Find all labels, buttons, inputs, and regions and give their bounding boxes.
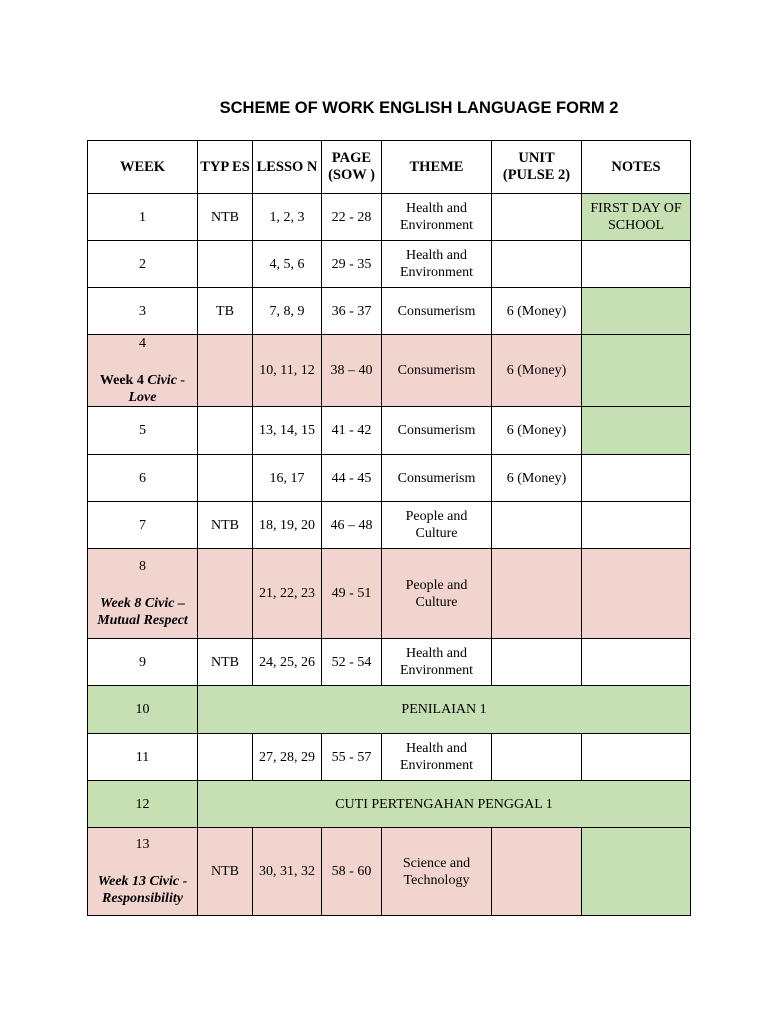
lesson-cell: 16, 17 [253, 455, 322, 502]
lesson-cell: 4, 5, 6 [253, 241, 322, 288]
header-lesson: LESSO N [253, 141, 322, 194]
types-cell [198, 734, 253, 781]
week-cell: 9 [88, 639, 198, 686]
table-row [88, 335, 691, 407]
week-cell [88, 549, 198, 639]
lesson-cell: 7, 8, 9 [253, 288, 322, 335]
week-cell: 7 [88, 502, 198, 549]
notes-cell [582, 335, 691, 407]
page-cell: 49 - 51 [322, 549, 382, 639]
unit-cell [492, 639, 582, 686]
unit-cell: 6 (Money) [492, 407, 582, 455]
table-row [88, 194, 691, 241]
week-cell: 11 [88, 734, 198, 781]
notes-cell [582, 734, 691, 781]
notes-cell [582, 241, 691, 288]
lesson-cell: 27, 28, 29 [253, 734, 322, 781]
notes-cell [582, 288, 691, 335]
header-row [88, 141, 691, 194]
header-week: WEEK [88, 141, 198, 194]
notes-cell [582, 549, 691, 639]
theme-cell: Health and Environment [382, 241, 492, 288]
week-cell: 2 [88, 241, 198, 288]
week-cell [88, 828, 198, 916]
week-cell: 1 [88, 194, 198, 241]
event-cell: CUTI PERTENGAHAN PENGGAL 1 [198, 781, 691, 828]
page-cell: 44 - 45 [322, 455, 382, 502]
table-row [88, 639, 691, 686]
notes-cell [582, 455, 691, 502]
page-cell: 46 – 48 [322, 502, 382, 549]
types-cell [198, 455, 253, 502]
notes-cell [582, 407, 691, 455]
theme-cell: Health and Environment [382, 734, 492, 781]
table-row [88, 734, 691, 781]
page-cell: 58 - 60 [322, 828, 382, 916]
page-title: SCHEME OF WORK ENGLISH LANGUAGE FORM 2 [219, 99, 619, 117]
page-cell: 29 - 35 [322, 241, 382, 288]
table-row [88, 828, 691, 916]
types-cell: NTB [198, 194, 253, 241]
unit-cell: 6 (Money) [492, 288, 582, 335]
theme-cell: Consumerism [382, 407, 492, 455]
types-cell: NTB [198, 639, 253, 686]
week-cell [88, 335, 198, 407]
week-number: 8 [139, 559, 146, 574]
civic-label: Week 13 Civic - Responsibility [97, 874, 188, 906]
lesson-cell: 30, 31, 32 [253, 828, 322, 916]
types-cell: NTB [198, 502, 253, 549]
header-notes: NOTES [582, 141, 691, 194]
table-row [88, 502, 691, 549]
lesson-cell: 13, 14, 15 [253, 407, 322, 455]
types-cell [198, 335, 253, 407]
header-page: PAGE (SOW ) [322, 141, 382, 194]
lesson-cell: 1, 2, 3 [253, 194, 322, 241]
civic-label-rest: - Love [128, 373, 186, 405]
theme-cell: People and Culture [382, 549, 492, 639]
page-cell: 38 – 40 [322, 335, 382, 407]
unit-cell [492, 828, 582, 916]
theme-cell: Consumerism [382, 455, 492, 502]
lesson-cell: 18, 19, 20 [253, 502, 322, 549]
unit-cell [492, 241, 582, 288]
table-row [88, 549, 691, 639]
week-number: 13 [135, 837, 150, 852]
unit-cell [492, 194, 582, 241]
civic-label: Week 8 Civic – Mutual Respect [97, 596, 188, 628]
theme-cell: Health and Environment [382, 639, 492, 686]
page-cell: 52 - 54 [322, 639, 382, 686]
unit-cell: 6 (Money) [492, 455, 582, 502]
page-cell: 41 - 42 [322, 407, 382, 455]
page-cell: 22 - 28 [322, 194, 382, 241]
week-cell: 5 [88, 407, 198, 455]
lesson-cell: 21, 22, 23 [253, 549, 322, 639]
event-cell: PENILAIAN 1 [198, 686, 691, 734]
types-cell: NTB [198, 828, 253, 916]
week-cell: 10 [88, 686, 198, 734]
theme-cell: Consumerism [382, 335, 492, 407]
lesson-cell: 10, 11, 12 [253, 335, 322, 407]
theme-cell: Science and Technology [382, 828, 492, 916]
notes-cell [582, 639, 691, 686]
notes-cell [582, 502, 691, 549]
types-cell [198, 241, 253, 288]
scheme-of-work-table [87, 140, 691, 916]
civic-label-prefix: Week 4 [99, 373, 148, 388]
week-cell: 3 [88, 288, 198, 335]
table-row [88, 241, 691, 288]
lesson-cell: 24, 25, 26 [253, 639, 322, 686]
civic-label-word: Civic [147, 373, 177, 388]
header-unit: UNIT (PULSE 2) [492, 141, 582, 194]
unit-cell [492, 502, 582, 549]
page-cell: 55 - 57 [322, 734, 382, 781]
civic-label [90, 372, 195, 406]
unit-cell [492, 734, 582, 781]
header-types: TYP ES [198, 141, 253, 194]
table-row [88, 781, 691, 828]
week-cell: 12 [88, 781, 198, 828]
notes-cell [582, 828, 691, 916]
week-number: 4 [139, 336, 146, 351]
types-cell [198, 549, 253, 639]
table-row [88, 455, 691, 502]
theme-cell: People and Culture [382, 502, 492, 549]
table-row [88, 288, 691, 335]
theme-cell: Consumerism [382, 288, 492, 335]
types-cell: TB [198, 288, 253, 335]
types-cell [198, 407, 253, 455]
header-theme: THEME [382, 141, 492, 194]
table-row [88, 407, 691, 455]
page-cell: 36 - 37 [322, 288, 382, 335]
theme-cell: Health and Environment [382, 194, 492, 241]
unit-cell [492, 549, 582, 639]
notes-cell: FIRST DAY OF SCHOOL [582, 194, 691, 241]
table-row [88, 686, 691, 734]
week-cell: 6 [88, 455, 198, 502]
unit-cell: 6 (Money) [492, 335, 582, 407]
